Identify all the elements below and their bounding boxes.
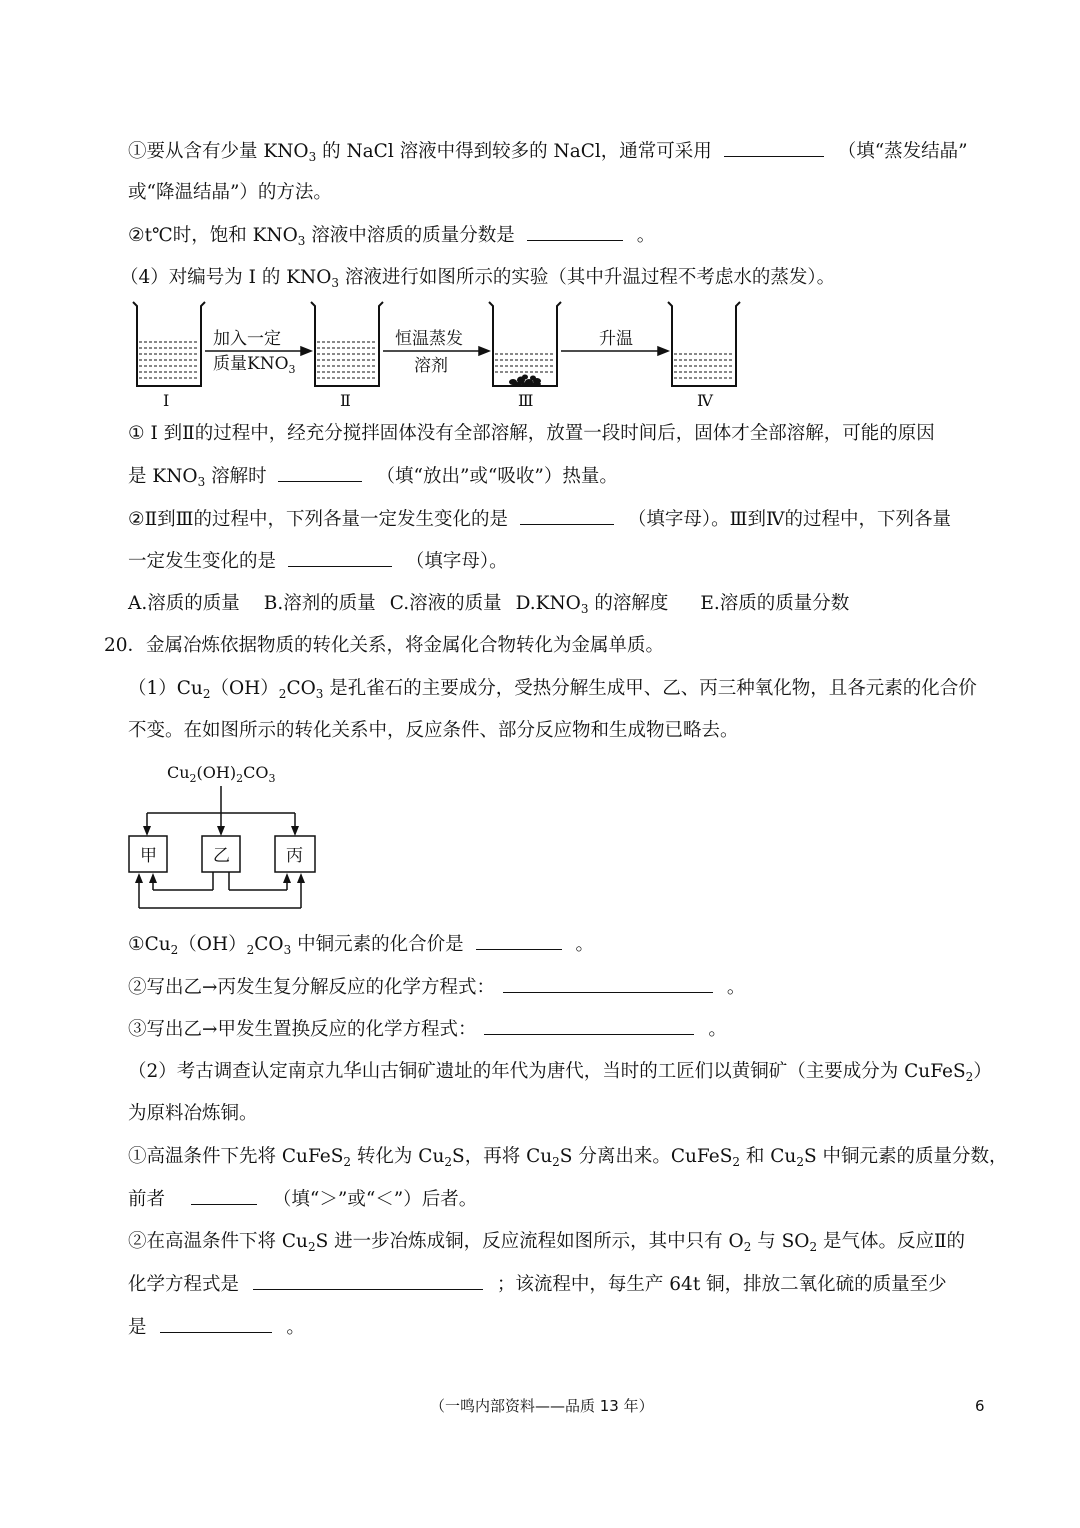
q20-s1: $①Cu_2(OH)_2CO_3$ 中铜元素的化合价是 。 [128, 931, 594, 958]
q20-title: 20．金属冶炼依据物质的转化关系，将金属化合物转化为金属单质。 [104, 635, 665, 656]
arrow-right-icon [479, 347, 489, 355]
q20-t2-line3: 是 。 [128, 1314, 305, 1341]
arrow-up-icon [135, 873, 143, 883]
answer-blank[interactable] [724, 138, 824, 157]
answer-blank[interactable] [476, 931, 562, 950]
q19-3-line3: ②t℃时，饱和 $KNO_3$ 溶液中溶质的质量分数是 。 [128, 222, 655, 249]
page-footer: （一鸣内部资料——品质 13 年） [430, 1397, 654, 1415]
option-d: $D.KNO_3$ 的溶解度 [515, 593, 669, 616]
option-a: A.溶质的质量 [128, 593, 240, 614]
beaker-label-2: Ⅱ [340, 391, 351, 410]
arrow-down-icon [291, 826, 299, 836]
answer-blank[interactable] [527, 222, 623, 241]
conversion-diagram [125, 758, 325, 914]
option-e: E.溶质的质量分数 [700, 593, 850, 614]
box-yi-label: 乙 [213, 846, 230, 866]
q20-s3: ③写出乙→甲发生置换反应的化学方程式： 。 [128, 1016, 727, 1043]
option-b: B.溶剂的质量 [263, 593, 376, 614]
q19-4-options [128, 591, 849, 617]
beaker-1 [133, 302, 205, 386]
crystals-icon [509, 375, 541, 387]
arrow-up-icon [297, 873, 305, 883]
page-number: 6 [975, 1397, 985, 1415]
q19-4-intro: （4）对编号为 Ⅰ 的 $KNO_3$ 溶液进行如图所示的实验（其中升温过程不考虑水的蒸发）。 [120, 267, 836, 290]
arrow-down-icon [143, 826, 151, 836]
q19-4-p2-line2: 一定发生变化的是 （填字母）。 [128, 548, 508, 575]
answer-blank[interactable] [520, 506, 614, 525]
answer-blank[interactable] [253, 1271, 483, 1290]
answer-blank[interactable] [160, 1314, 272, 1333]
malachite-formula: $Cu_2(OH)_2CO_3$ [167, 763, 276, 785]
q19-3-line1: ①要从含有少量 $KNO_3$ 的 NaCl 溶液中得到较多的 NaCl，通常可采用 （填“蒸发结晶” [128, 138, 968, 165]
q19-4-p2-line1: ②Ⅱ到Ⅲ的过程中，下列各量一定发生变化的是 （填字母）。Ⅲ到Ⅳ的过程中，下列各量 [128, 506, 951, 533]
q19-4-p1-line1: ① Ⅰ 到Ⅱ的过程中，经充分搅拌固体没有全部溶解，放置一段时间后，固体才全部溶解，可能的原因 [128, 423, 935, 444]
answer-blank[interactable] [278, 463, 362, 482]
q20-p1-line2: 不变。在如图所示的转化关系中，反应条件、部分反应物和生成物已略去。 [128, 720, 739, 741]
arrow1-label-line2: 质量$KNO_3$ [213, 354, 296, 376]
q20-p1-line1: $(1)Cu_2(OH)_2CO_3$ 是孔雀石的主要成分，受热分解生成甲、乙、丙三种氧化物，且各元素的化合价 [128, 678, 977, 701]
arrow3-label: 升温 [599, 329, 633, 349]
beaker-label-3: Ⅲ [518, 391, 534, 410]
q20-t1-line1: ①高温条件下先将 CuFeS$_2$ 转化为 $Cu_2S$，再将 $Cu_2S$ 分离出来。CuFeS$_2$ 和 $Cu_2S$ 中铜元素的质量分数， [128, 1146, 1008, 1169]
beaker-4 [668, 302, 740, 386]
q20-p2-line1: （2）考古调查认定南京九华山古铜矿遗址的年代为唐代，当时的工匠们以黄铜矿（主要成分为 CuFeS$_2$） [128, 1061, 992, 1084]
arrow-up-icon [149, 873, 157, 883]
arrow-right-icon [301, 347, 311, 355]
q19-4-p1-line2: 是 $KNO_3$ 溶解时 （填“放出”或“吸收”）热量。 [128, 463, 618, 490]
beaker-label-4: Ⅳ [697, 391, 713, 410]
arrow1-label-line1: 加入一定 [213, 329, 281, 349]
answer-blank[interactable] [288, 548, 392, 567]
box-bing-label: 丙 [286, 846, 303, 866]
q20-t1-line2: 前者 （填“＞”或“＜”）后者。 [128, 1186, 477, 1213]
arrow-down-icon [217, 826, 225, 836]
q20-t2-line1: ②在高温条件下将 $Cu_2S$ 进一步冶炼成铜，反应流程如图所示，其中只有 $O_2$ 与 $SO_2$ 是气体。反应Ⅱ的 [128, 1231, 966, 1254]
q20-s2: ②写出乙→丙发生复分解反应的化学方程式： 。 [128, 974, 745, 1001]
beaker-experiment-figure [125, 296, 755, 414]
arrow-right-icon [658, 347, 668, 355]
option-c: C.溶液的质量 [389, 593, 502, 614]
beaker-label-1: Ⅰ [163, 391, 170, 410]
arrow2-label-line2: 溶剂 [414, 356, 448, 376]
q20-t2-line2: 化学方程式是 ；该流程中，每生产 64t 铜，排放二氧化硫的质量至少 [128, 1271, 947, 1298]
arrow2-label-line1: 恒温蒸发 [395, 329, 463, 349]
beaker-3 [489, 302, 561, 386]
beaker-2 [311, 302, 383, 386]
answer-blank[interactable] [484, 1016, 694, 1035]
answer-blank[interactable] [191, 1186, 257, 1205]
q19-3-line2: 或“降温结晶”）的方法。 [128, 182, 332, 203]
q20-p2-line2: 为原料冶炼铜。 [128, 1103, 258, 1124]
box-jia-label: 甲 [140, 846, 157, 866]
answer-blank[interactable] [503, 974, 713, 993]
arrow-up-icon [283, 873, 291, 883]
